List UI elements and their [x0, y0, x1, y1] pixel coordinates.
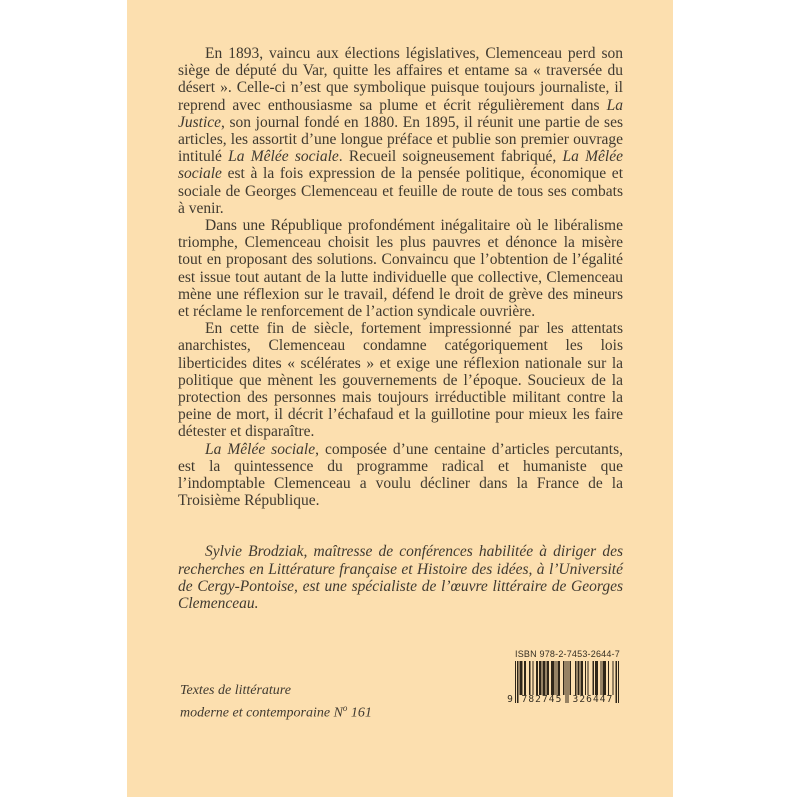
paragraph: En cette fin de siècle, fortement impressionné par les attentats anarchistes, Clemenceau condamne catégoriquement les lois liberticides dites « scélérates » et exige une réflexion nationale sur la politique que mènent les gouvernements de l’époque. Soucieux de la protection des personnes mais toujours irréductible militant contre la peine de mort, il décrit l’échafaud et la guillotine pour mieux les faire détester et disparaître. [178, 320, 623, 441]
paragraph: La Mêlée sociale, composée d’une centaine d’articles percutants, est la quintessence du programme radical et humaniste que l’indomptable Clemenceau a voulu décliner dans la France de la Troisième République. [178, 440, 623, 510]
barcode-digits-right: 326447 [572, 694, 614, 705]
series-number-sup: o [342, 702, 348, 713]
barcode-digit-first: 9 [507, 694, 513, 705]
barcode-digits [507, 694, 619, 705]
series-line-1: Textes de littérature [180, 683, 291, 698]
book-back-cover [127, 0, 673, 797]
series-line-2: moderne et contemporaine $N^o$ 161 [180, 702, 372, 721]
barcode-digits-left: 782745 [521, 694, 563, 705]
body-text [178, 45, 623, 612]
series-label [180, 682, 372, 722]
author-bio: Sylvie Brodziak, maîtresse de conférences habilitée à diriger des recherches en Littérature française et Histoire des idées, à l’Université de Cergy-Pontoise, est une spécialiste de l’œuvre littéraire de Georges Clemenceau. [178, 543, 623, 613]
isbn-label: ISBN 978-2-7453-2644-7 [515, 649, 620, 659]
paragraph: En 1893, vaincu aux élections législatives, Clemenceau perd son siège de député du Var, quitte les affaires et entame sa « traversée du désert ». Celle-ci n’est que symbolique puisque toujours journaliste, il reprend avec enthousiasme sa plume et écrit régulièrement dans La Justice, son journal fondé en 1880. En 1895, il réunit une partie de ses articles, les assortit d’une longue préface et publie son premier ouvrage intitulé La Mêlée sociale. Recueil soigneusement fabriqué, La Mêlée sociale est à la fois expression de la pensée politique, économique et sociale de Georges Clemenceau et feuille de route de tous ses combats à venir. [178, 45, 623, 217]
isbn-barcode-block [507, 649, 620, 705]
paragraph: Dans une République profondément inégalitaire où le libéralisme triomphe, Clemenceau choisit les plus pauvres et dénonce la misère tout en proposant des solutions. Convaincu que l’obtention de l’égalité est issue tout autant de la lutte individuelle que collective, Clemenceau mène une réflexion sur le travail, défend le droit de grève des mineurs et réclame le renforcement de l’action syndicale ouvrière. [178, 217, 623, 321]
